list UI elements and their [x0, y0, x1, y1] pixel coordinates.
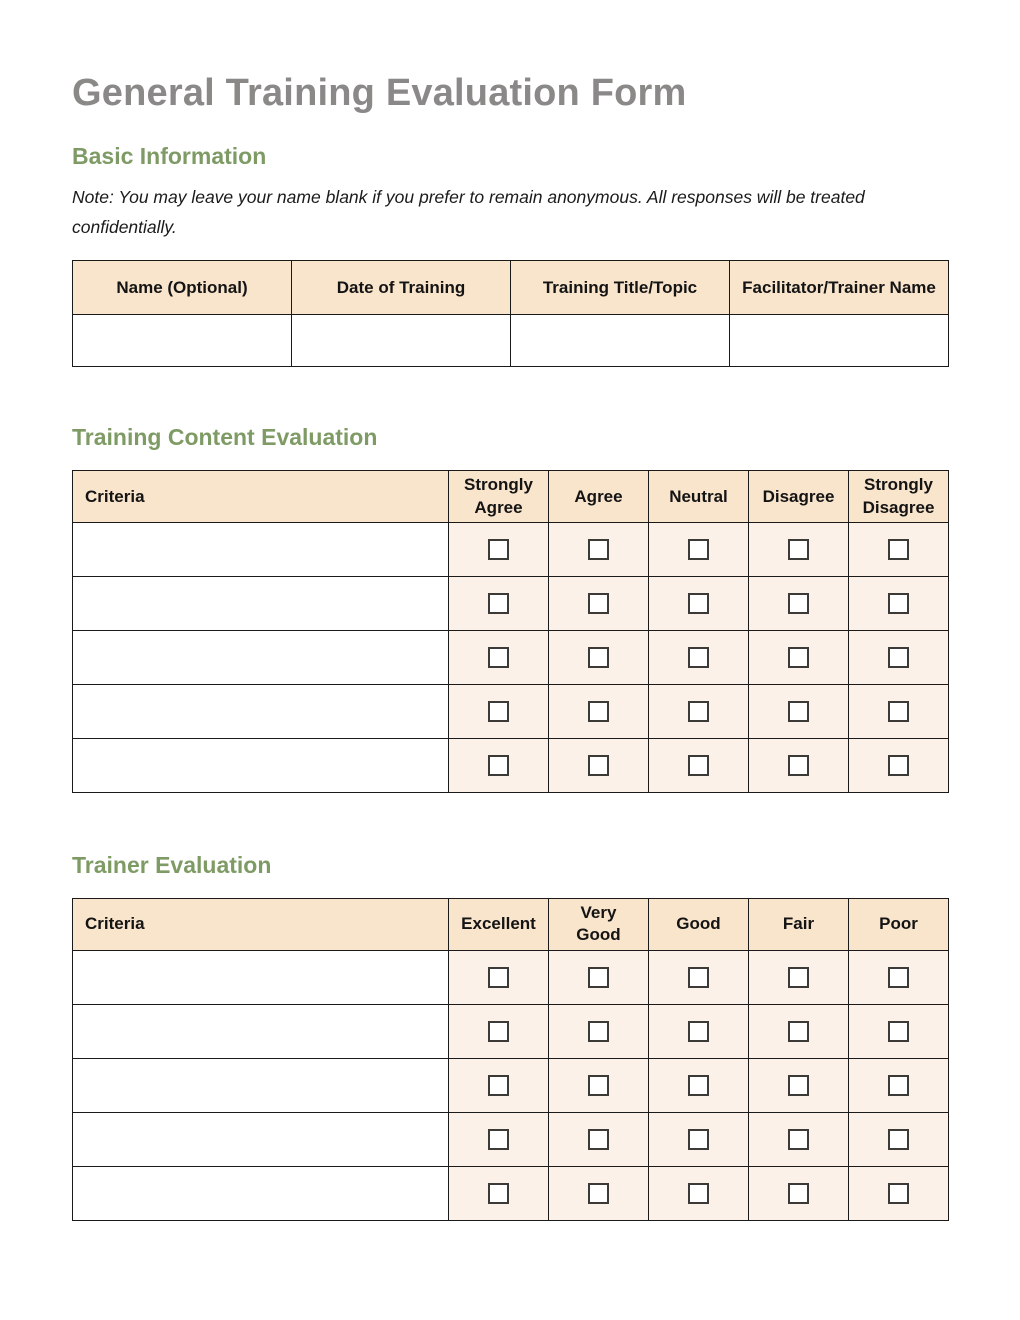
content-eval-checkbox-1-strongly-agree[interactable]	[488, 539, 509, 560]
content-eval-cell-5-disagree	[749, 739, 849, 793]
trainer-eval-cell-5-good	[649, 1166, 749, 1220]
trainer-eval-cell-1-fair	[749, 950, 849, 1004]
trainer-eval-checkbox-3-excellent[interactable]	[488, 1075, 509, 1096]
trainer-eval-cell-3-fair	[749, 1058, 849, 1112]
trainer-eval-checkbox-3-very-good[interactable]	[588, 1075, 609, 1096]
anonymity-note: Note: You may leave your name blank if you prefer to remain anonymous. All responses will be treated confidentially.	[72, 187, 865, 238]
trainer-eval-checkbox-3-fair[interactable]	[788, 1075, 809, 1096]
content-eval-checkbox-2-strongly-agree[interactable]	[488, 593, 509, 614]
basic-info-header-row	[73, 261, 949, 315]
content-eval-row-2	[73, 577, 949, 631]
content-eval-cell-1-disagree	[749, 523, 849, 577]
trainer-eval-row-3	[73, 1058, 949, 1112]
content-eval-cell-3-strongly-agree	[449, 631, 549, 685]
trainer-eval-cell-4-fair	[749, 1112, 849, 1166]
content-eval-checkbox-3-agree[interactable]	[588, 647, 609, 668]
content-eval-checkbox-4-disagree[interactable]	[788, 701, 809, 722]
content-eval-criteria-cell-4[interactable]	[73, 685, 449, 739]
trainer-eval-criteria-cell-3[interactable]	[73, 1058, 449, 1112]
content-eval-checkbox-2-agree[interactable]	[588, 593, 609, 614]
content-eval-checkbox-3-strongly-disagree[interactable]	[888, 647, 909, 668]
trainer-eval-cell-2-good	[649, 1004, 749, 1058]
trainer-eval-checkbox-5-good[interactable]	[688, 1183, 709, 1204]
trainer-eval-cell-3-very-good	[549, 1058, 649, 1112]
trainer-eval-row-5	[73, 1166, 949, 1220]
content-eval-row-4	[73, 685, 949, 739]
content-eval-checkbox-3-disagree[interactable]	[788, 647, 809, 668]
trainer-eval-cell-4-very-good	[549, 1112, 649, 1166]
trainer-eval-cell-3-excellent	[449, 1058, 549, 1112]
basic-info-field-name-optional[interactable]	[73, 315, 292, 367]
trainer-eval-cell-4-poor	[849, 1112, 949, 1166]
trainer-eval-checkbox-5-very-good[interactable]	[588, 1183, 609, 1204]
trainer-eval-cell-4-excellent	[449, 1112, 549, 1166]
content-eval-rating-header-agree: Agree	[549, 471, 649, 523]
content-eval-criteria-cell-1[interactable]	[73, 523, 449, 577]
trainer-eval-cell-1-excellent	[449, 950, 549, 1004]
content-eval-checkbox-4-strongly-disagree[interactable]	[888, 701, 909, 722]
trainer-eval-header-row	[73, 898, 949, 950]
content-eval-row-1	[73, 523, 949, 577]
trainer-eval-criteria-cell-1[interactable]	[73, 950, 449, 1004]
trainer-eval-cell-1-good	[649, 950, 749, 1004]
content-eval-cell-4-disagree	[749, 685, 849, 739]
trainer-eval-criteria-cell-4[interactable]	[73, 1112, 449, 1166]
trainer-eval-checkbox-2-fair[interactable]	[788, 1021, 809, 1042]
trainer-eval-cell-5-fair	[749, 1166, 849, 1220]
trainer-eval-checkbox-1-good[interactable]	[688, 967, 709, 988]
trainer-eval-cell-1-poor	[849, 950, 949, 1004]
content-eval-cell-2-strongly-disagree	[849, 577, 949, 631]
trainer-eval-cell-4-good	[649, 1112, 749, 1166]
content-eval-criteria-header: Criteria	[73, 471, 449, 523]
content-eval-checkbox-2-strongly-disagree[interactable]	[888, 593, 909, 614]
basic-info-field-training-title-topic[interactable]	[511, 315, 730, 367]
trainer-eval-cell-3-poor	[849, 1058, 949, 1112]
trainer-eval-checkbox-5-poor[interactable]	[888, 1183, 909, 1204]
content-eval-cell-5-neutral	[649, 739, 749, 793]
trainer-eval-cell-2-excellent	[449, 1004, 549, 1058]
trainer-eval-cell-2-fair	[749, 1004, 849, 1058]
content-eval-criteria-cell-2[interactable]	[73, 577, 449, 631]
page-title: General Training Evaluation Form	[72, 72, 687, 114]
content-eval-checkbox-4-strongly-agree[interactable]	[488, 701, 509, 722]
content-eval-checkbox-5-strongly-agree[interactable]	[488, 755, 509, 776]
trainer-evaluation-table	[72, 898, 949, 1221]
content-eval-cell-2-strongly-agree	[449, 577, 549, 631]
trainer-eval-criteria-header: Criteria	[73, 898, 449, 950]
trainer-eval-checkbox-4-fair[interactable]	[788, 1129, 809, 1150]
section-heading-training-content-evaluation: Training Content Evaluation	[72, 424, 378, 451]
trainer-eval-cell-5-excellent	[449, 1166, 549, 1220]
section-heading-trainer-evaluation: Trainer Evaluation	[72, 852, 272, 879]
content-eval-checkbox-2-disagree[interactable]	[788, 593, 809, 614]
content-eval-cell-3-strongly-disagree	[849, 631, 949, 685]
content-eval-rating-header-strongly-disagree: Strongly Disagree	[849, 471, 949, 523]
trainer-eval-cell-3-good	[649, 1058, 749, 1112]
trainer-eval-checkbox-1-fair[interactable]	[788, 967, 809, 988]
content-eval-cell-2-disagree	[749, 577, 849, 631]
content-eval-checkbox-5-disagree[interactable]	[788, 755, 809, 776]
basic-info-header-facilitator-trainer-name: Facilitator/Trainer Name	[730, 261, 949, 315]
content-eval-rating-header-disagree: Disagree	[749, 471, 849, 523]
content-eval-criteria-cell-5[interactable]	[73, 739, 449, 793]
trainer-eval-checkbox-1-poor[interactable]	[888, 967, 909, 988]
content-eval-checkbox-1-strongly-disagree[interactable]	[888, 539, 909, 560]
content-eval-cell-5-agree	[549, 739, 649, 793]
content-eval-row-3	[73, 631, 949, 685]
content-eval-cell-3-agree	[549, 631, 649, 685]
trainer-eval-rating-header-poor: Poor	[849, 898, 949, 950]
content-eval-cell-1-agree	[549, 523, 649, 577]
trainer-eval-checkbox-5-fair[interactable]	[788, 1183, 809, 1204]
trainer-eval-cell-5-poor	[849, 1166, 949, 1220]
trainer-eval-row-4	[73, 1112, 949, 1166]
trainer-eval-checkbox-4-excellent[interactable]	[488, 1129, 509, 1150]
trainer-eval-checkbox-3-good[interactable]	[688, 1075, 709, 1096]
content-eval-cell-5-strongly-agree	[449, 739, 549, 793]
trainer-eval-cell-5-very-good	[549, 1166, 649, 1220]
trainer-eval-checkbox-5-excellent[interactable]	[488, 1183, 509, 1204]
trainer-eval-criteria-cell-5[interactable]	[73, 1166, 449, 1220]
content-eval-cell-4-neutral	[649, 685, 749, 739]
content-eval-cell-1-strongly-agree	[449, 523, 549, 577]
basic-information-table	[72, 260, 949, 367]
training-content-evaluation-table	[72, 470, 949, 793]
trainer-eval-cell-2-very-good	[549, 1004, 649, 1058]
content-eval-cell-3-neutral	[649, 631, 749, 685]
content-eval-rating-header-neutral: Neutral	[649, 471, 749, 523]
trainer-eval-checkbox-4-good[interactable]	[688, 1129, 709, 1150]
trainer-eval-cell-2-poor	[849, 1004, 949, 1058]
content-eval-checkbox-1-neutral[interactable]	[688, 539, 709, 560]
trainer-eval-checkbox-4-poor[interactable]	[888, 1129, 909, 1150]
content-eval-checkbox-1-agree[interactable]	[588, 539, 609, 560]
trainer-eval-checkbox-3-poor[interactable]	[888, 1075, 909, 1096]
content-eval-checkbox-4-agree[interactable]	[588, 701, 609, 722]
basic-info-header-name-optional: Name (Optional)	[73, 261, 292, 315]
basic-info-field-facilitator-trainer-name[interactable]	[730, 315, 949, 367]
content-eval-cell-1-strongly-disagree	[849, 523, 949, 577]
content-eval-criteria-cell-3[interactable]	[73, 631, 449, 685]
trainer-eval-checkbox-2-excellent[interactable]	[488, 1021, 509, 1042]
content-eval-checkbox-3-strongly-agree[interactable]	[488, 647, 509, 668]
content-eval-checkbox-3-neutral[interactable]	[688, 647, 709, 668]
content-eval-row-5	[73, 739, 949, 793]
trainer-eval-checkbox-1-excellent[interactable]	[488, 967, 509, 988]
content-eval-checkbox-4-neutral[interactable]	[688, 701, 709, 722]
trainer-eval-row-1	[73, 950, 949, 1004]
content-eval-header-row	[73, 471, 949, 523]
trainer-eval-criteria-cell-2[interactable]	[73, 1004, 449, 1058]
trainer-eval-checkbox-1-very-good[interactable]	[588, 967, 609, 988]
trainer-eval-checkbox-4-very-good[interactable]	[588, 1129, 609, 1150]
trainer-eval-checkbox-2-very-good[interactable]	[588, 1021, 609, 1042]
content-eval-checkbox-5-agree[interactable]	[588, 755, 609, 776]
content-eval-checkbox-5-strongly-disagree[interactable]	[888, 755, 909, 776]
content-eval-checkbox-1-disagree[interactable]	[788, 539, 809, 560]
content-eval-cell-4-agree	[549, 685, 649, 739]
basic-info-header-date-of-training: Date of Training	[292, 261, 511, 315]
trainer-eval-rating-header-very-good: Very Good	[549, 898, 649, 950]
section-heading-basic-information: Basic Information	[72, 142, 267, 169]
content-eval-cell-3-disagree	[749, 631, 849, 685]
trainer-eval-cell-1-very-good	[549, 950, 649, 1004]
content-eval-cell-2-agree	[549, 577, 649, 631]
trainer-eval-rating-header-good: Good	[649, 898, 749, 950]
content-eval-rating-header-strongly-agree: Strongly Agree	[449, 471, 549, 523]
trainer-eval-row-2	[73, 1004, 949, 1058]
basic-info-header-training-title-topic: Training Title/Topic	[511, 261, 730, 315]
content-eval-cell-5-strongly-disagree	[849, 739, 949, 793]
content-eval-cell-2-neutral	[649, 577, 749, 631]
content-eval-cell-4-strongly-disagree	[849, 685, 949, 739]
trainer-eval-checkbox-2-poor[interactable]	[888, 1021, 909, 1042]
trainer-eval-checkbox-2-good[interactable]	[688, 1021, 709, 1042]
content-eval-checkbox-5-neutral[interactable]	[688, 755, 709, 776]
content-eval-cell-1-neutral	[649, 523, 749, 577]
trainer-eval-rating-header-fair: Fair	[749, 898, 849, 950]
content-eval-cell-4-strongly-agree	[449, 685, 549, 739]
trainer-eval-rating-header-excellent: Excellent	[449, 898, 549, 950]
basic-info-field-date-of-training[interactable]	[292, 315, 511, 367]
content-eval-checkbox-2-neutral[interactable]	[688, 593, 709, 614]
basic-info-input-row	[73, 315, 949, 367]
